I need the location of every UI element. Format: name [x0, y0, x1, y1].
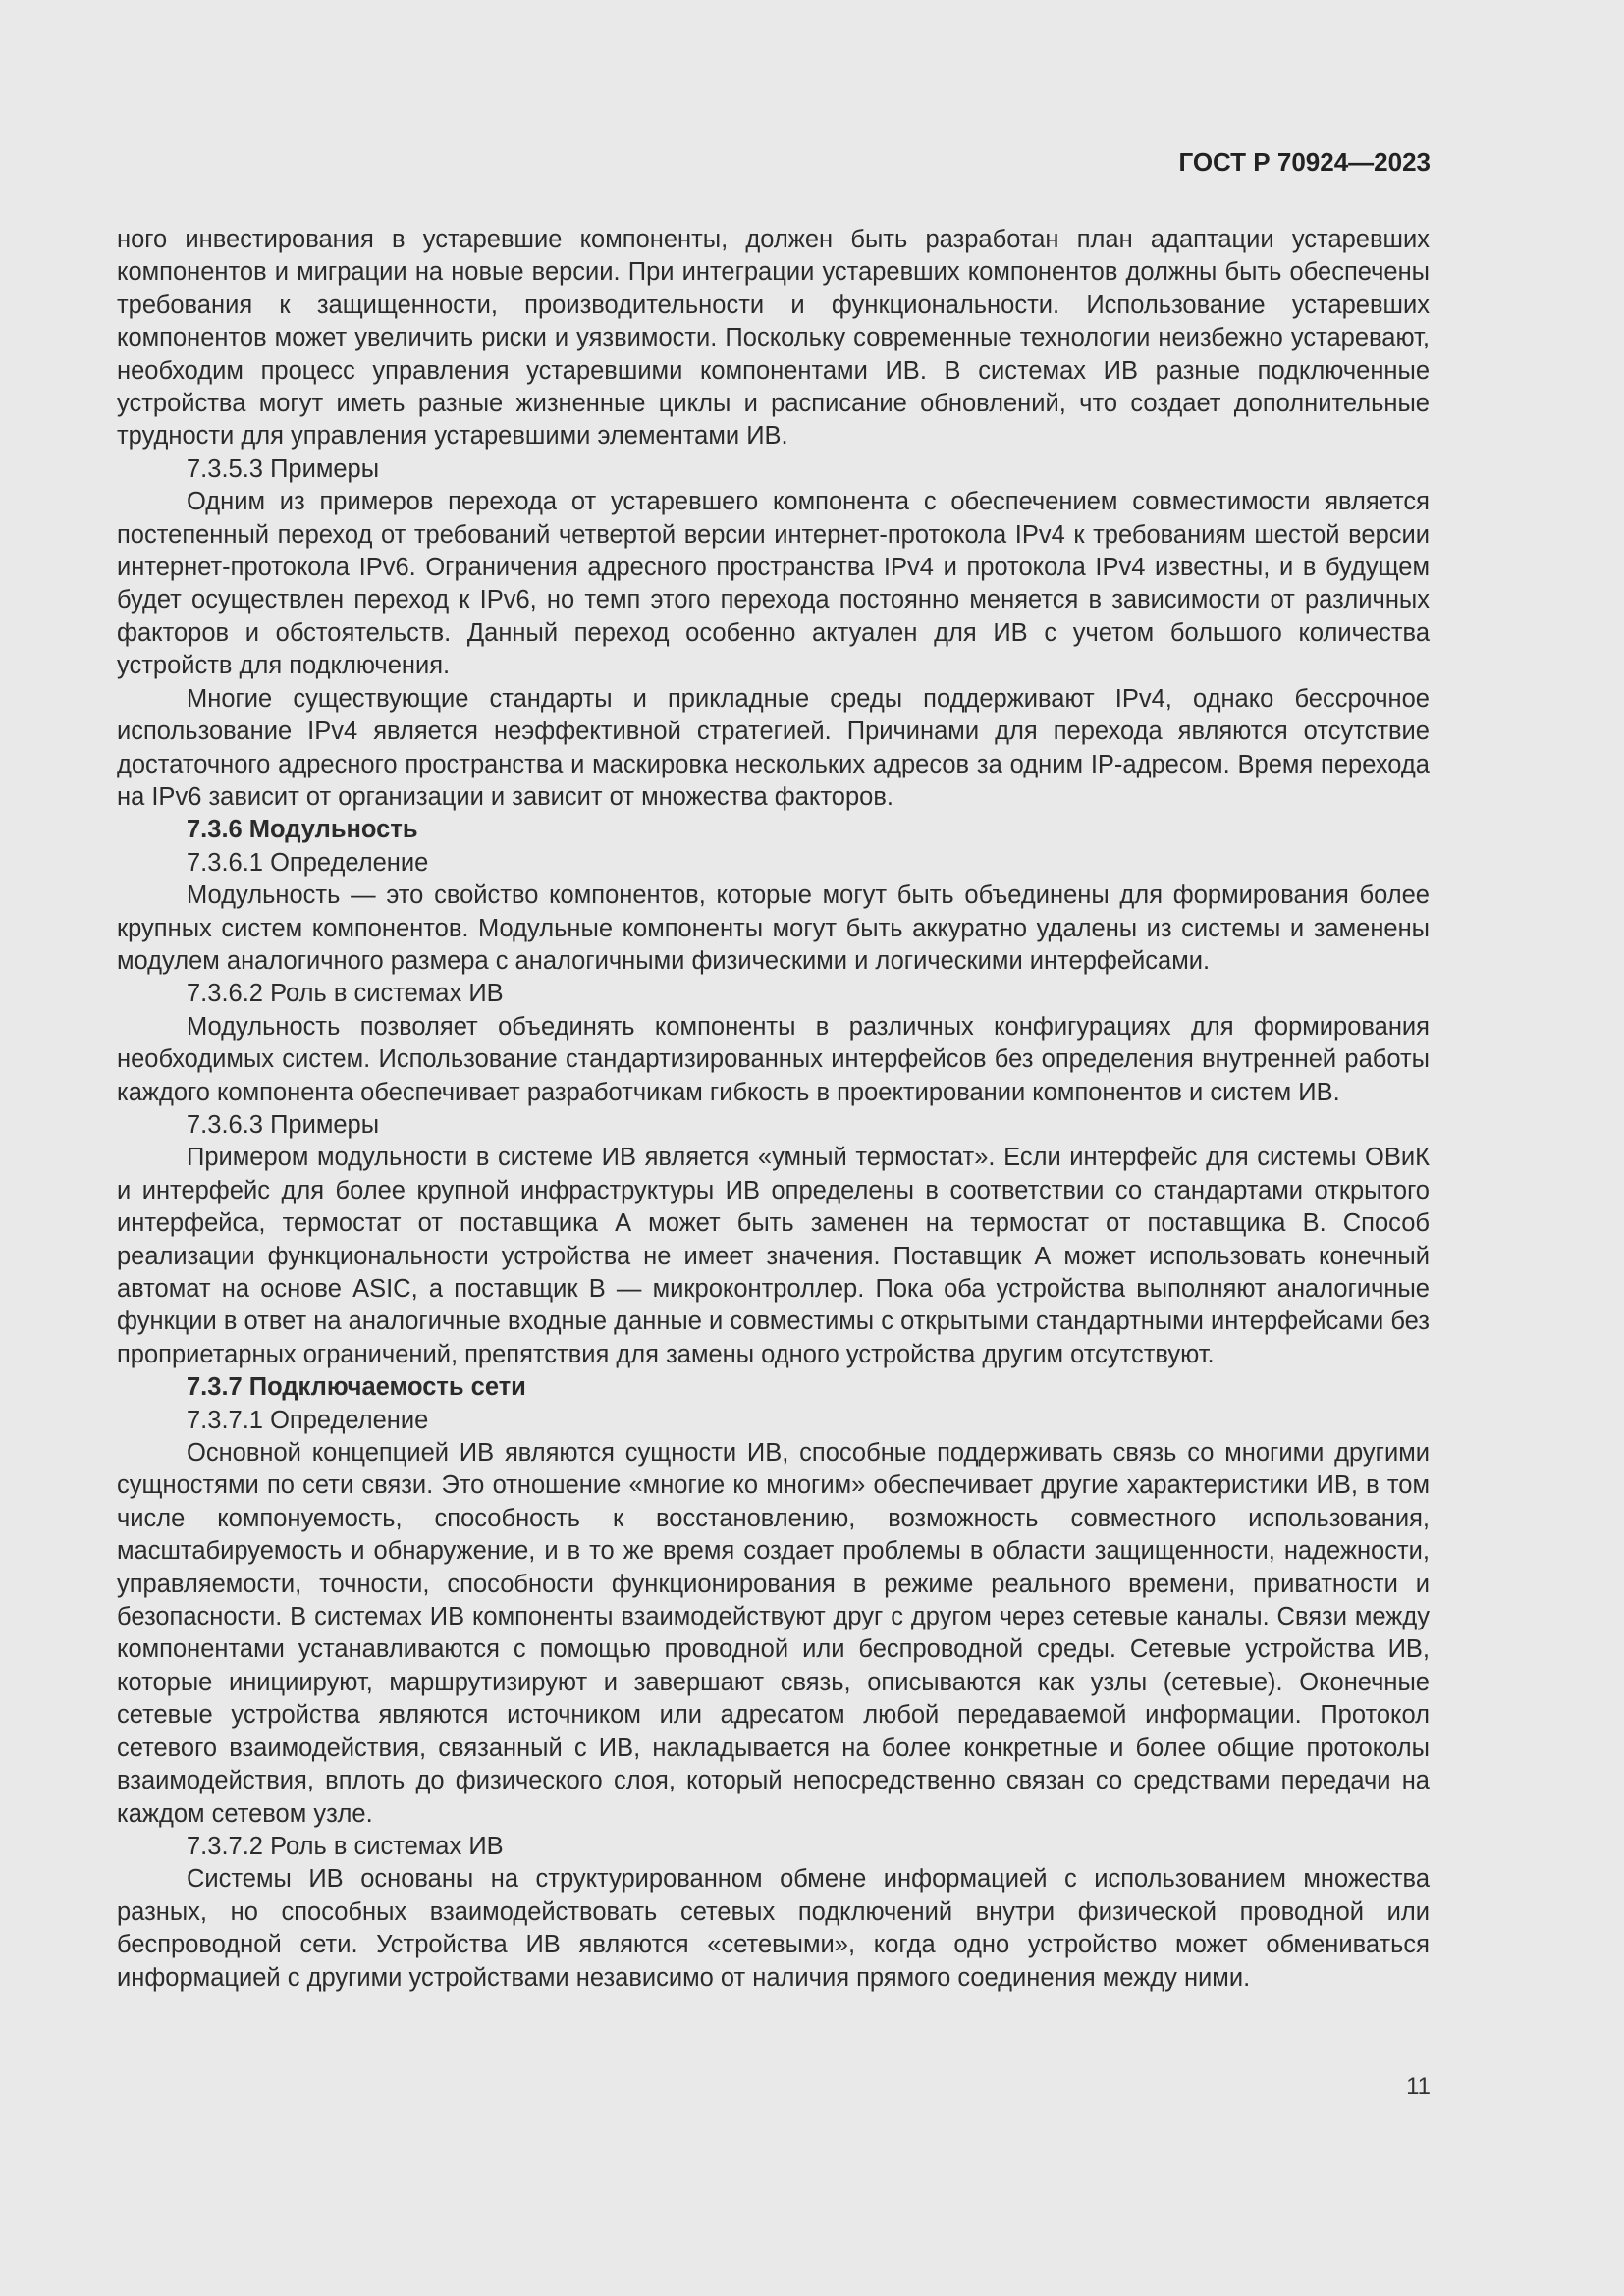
subsection-heading: 7.3.6.3 Примеры	[187, 1110, 380, 1139]
page-number: 11	[1406, 2073, 1431, 2100]
document-header: ГОСТ Р 70924—2023	[1178, 147, 1431, 177]
subsection-heading: 7.3.7.2 Роль в системах ИВ	[187, 1832, 504, 1860]
paragraph: Примером модульности в системе ИВ является «умный термостат». Если интерфейс для системы ОВиК и интерфейс для более крупной инфраструктуры ИВ определены в соответствии со стандартами открытого интерфейса, термостат от поставщика А может быть заменен на термостат от поставщика В. Способ реализации функциональности устройства не имеет значения. Поставщик А может использовать конечный автомат на основе ASIC, а поставщик В — микроконтроллер. Пока оба устройства выполняют аналогичные функции в ответ на аналогичные входные данные и совместимы с открытыми стандартными интерфейсами без проприетарных ограничений, препятствия для замены одного устройства другим отсутствуют.	[117, 1144, 1430, 1368]
page-body	[117, 224, 1430, 1995]
paragraph-continuation: ного инвестирования в устаревшие компоненты, должен быть разработан план адаптации устаревших компонентов и миграции на новые версии. При интеграции устаревших компонентов должны быть обеспечены требования к защищенности, производительности и функциональности. Использование устаревших компонентов может увеличить риски и уязвимости. Поскольку современные технологии неизбежно устаревают, необходим процесс управления устаревшими компонентами ИВ. В системах ИВ разные подключенные устройства могут иметь разные жизненные циклы и расписание обновлений, что создает дополнительные трудности для управления устаревшими элементами ИВ.	[117, 226, 1430, 451]
paragraph: Модульность позволяет объединять компоненты в различных конфигурациях для формирования необходимых систем. Использование стандартизированных интерфейсов без определения внутренней работы каждого компонента обеспечивает разработчикам гибкость в проектировании компонентов и систем ИВ.	[117, 1012, 1430, 1106]
subsection-heading: 7.3.5.3 Примеры	[187, 454, 380, 483]
paragraph: Системы ИВ основаны на структурированном обмене информацией с использованием множества разных, но способных взаимодействовать сетевых подключений внутри физической проводной или беспроводной сети. Устройства ИВ являются «сетевыми», когда одно устройство может обмениваться информацией с другими устройствами независимо от наличия прямого соединения между ними.	[117, 1865, 1430, 1992]
subsection-heading: 7.3.7.1 Определение	[187, 1406, 429, 1434]
paragraph: Модульность — это свойство компонентов, которые могут быть объединены для формирования более крупных систем компонентов. Модульные компоненты могут быть аккуратно удалены из системы и заменены модулем аналогичного размера с аналогичными физическими и логическими интерфейсами.	[117, 881, 1430, 975]
section-heading: 7.3.6 Модульность	[187, 816, 418, 844]
paragraph: Одним из примеров перехода от устаревшего компонента с обеспечением совместимости является постепенный переход от требований четвертой версии интернет-протокола IPv4 к требованиям шестой версии интернет-протокола IPv6. Ограничения адресного пространства IPv4 и протокола IPv4 известны, и в будущем будет осуществлен переход к IPv6, но темп этого перехода постоянно меняется в зависимости от различных факторов и обстоятельств. Данный переход особенно актуален для ИВ с учетом большого количества устройств для подключения.	[117, 488, 1430, 680]
section-heading: 7.3.7 Подключаемость сети	[187, 1373, 526, 1402]
subsection-heading: 7.3.6.1 Определение	[187, 848, 429, 877]
paragraph: Основной концепцией ИВ являются сущности ИВ, способные поддерживать связь со многими другими сущностями по сети связи. Это отношение «многие ко многим» обеспечивает другие характеристики ИВ, в том числе компонуемость, способность к восстановлению, возможность совместного использования, масштабируемость и обнаружение, и в то же время создает проблемы в области защищенности, надежности, управляемости, точности, способности функционирования в режиме реального времени, приватности и безопасности. В системах ИВ компоненты взаимодействуют друг с другом через сетевые каналы. Связи между компонентами устанавливаются с помощью проводной или беспроводной среды. Сетевые устройства ИВ, которые инициируют, маршрутизируют и завершают связь, описываются как узлы (сетевые). Оконечные сетевые устройства являются источником или адресатом любой передаваемой информации. Протокол сетевого взаимодействия, связанный с ИВ, накладывается на более конкретные и более общие протоколы взаимодействия, вплоть до физического слоя, который непосредственно связан со средствами передачи на каждом сетевом узле.	[117, 1439, 1430, 1828]
paragraph: Многие существующие стандарты и прикладные среды поддерживают IPv4, однако бессрочное использование IPv4 является неэффективной стратегией. Причинами для перехода являются отсутствие достаточного адресного пространства и маскировка нескольких адресов за одним IP-адресом. Время перехода на IPv6 зависит от организации и зависит от множества факторов.	[117, 684, 1430, 811]
subsection-heading: 7.3.6.2 Роль в системах ИВ	[187, 980, 504, 1008]
